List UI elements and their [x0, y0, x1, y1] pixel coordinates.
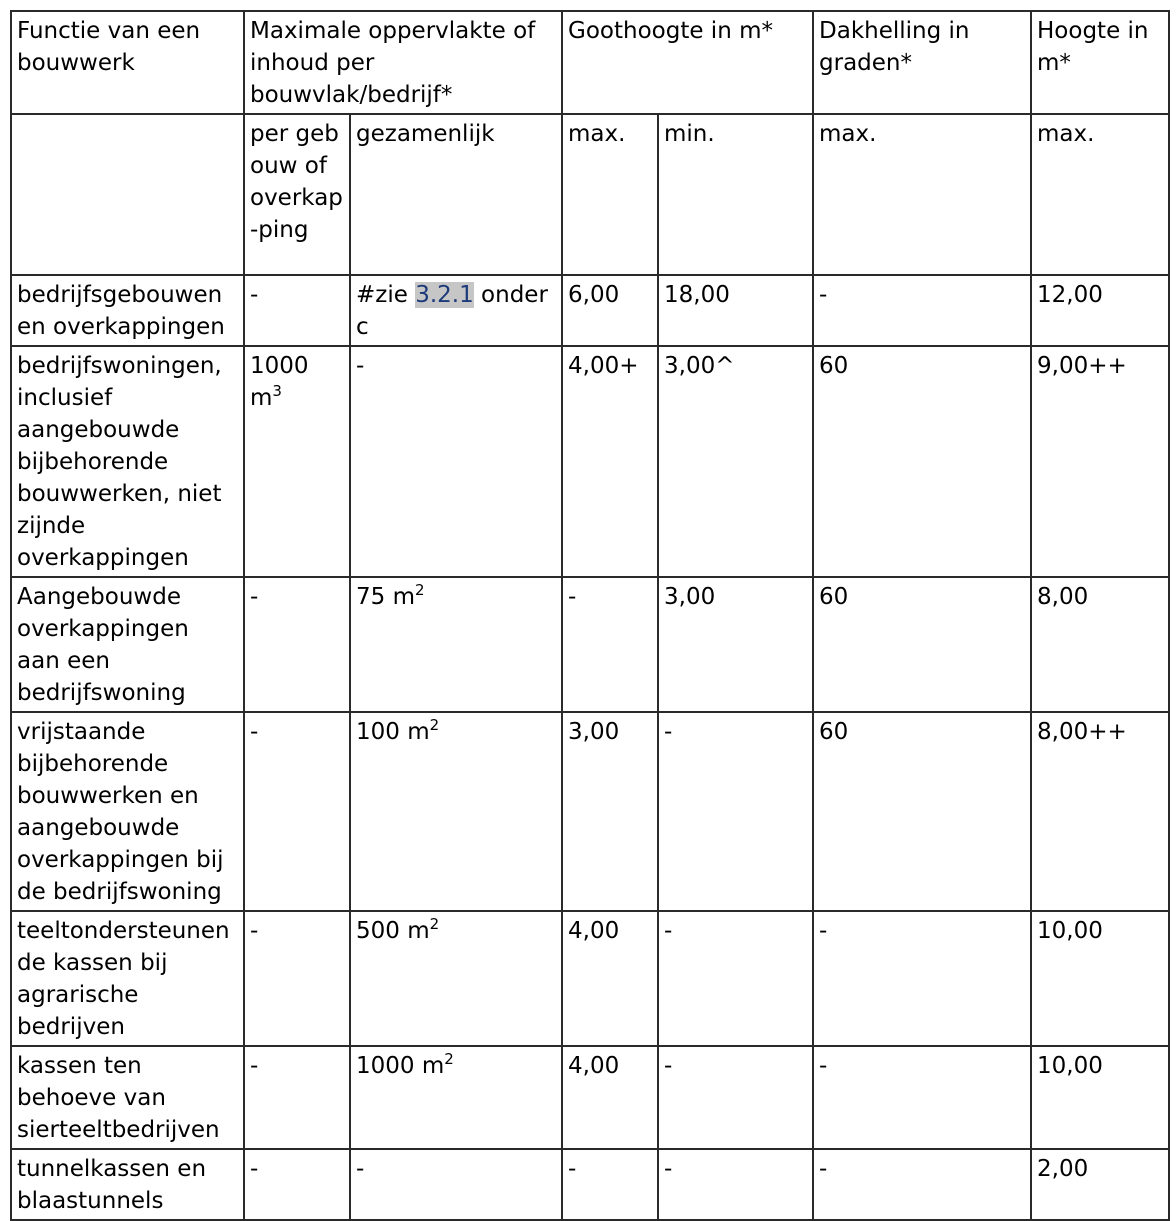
- cell-unit-exponent: 2: [444, 1050, 454, 1068]
- subheader-per-gebouw: per gebouw of overkap-ping: [244, 114, 350, 275]
- cell-dak-max: -: [813, 911, 1031, 1046]
- header-maximale-oppervlakte: Maximale oppervlakte of inhoud per bouwvlak/bedrijf*: [244, 11, 562, 114]
- cell-hoogte-max: 2,00: [1031, 1149, 1169, 1220]
- table-row: [11, 911, 1169, 1046]
- header-row: [11, 11, 1169, 114]
- cell-value: 1000 m: [250, 353, 309, 411]
- cell-unit-exponent: 2: [429, 915, 440, 933]
- cell-hoogte-max: 9,00++: [1031, 346, 1169, 577]
- table-row: [11, 275, 1169, 346]
- cell-goot-min: -: [658, 712, 813, 911]
- cell-hoogte-max: 8,00++: [1031, 712, 1169, 911]
- cell-goot-max: -: [562, 577, 658, 712]
- cell-goot-min: -: [658, 1149, 813, 1220]
- subheader-goot-min: min.: [658, 114, 813, 275]
- article-reference-link[interactable]: 3.2.1: [415, 282, 474, 308]
- subheader-goot-max: max.: [562, 114, 658, 275]
- cell-functie: vrijstaande bijbehorende bouwwerken en aangebouwde overkappingen bij de bedrijfswoning: [11, 712, 244, 911]
- cell-goot-min: -: [658, 1046, 813, 1149]
- page: [10, 10, 1170, 1221]
- cell-gezamenlijk: [350, 577, 562, 712]
- subheader-empty: [11, 114, 244, 275]
- cell-gezamenlijk: [350, 275, 562, 346]
- cell-goot-min: 3,00: [658, 577, 813, 712]
- subheader-hoogte-max: max.: [1031, 114, 1169, 275]
- cell-unit-exponent: 3: [272, 382, 282, 400]
- cell-per-gebouw: -: [244, 275, 350, 346]
- cell-per-gebouw: -: [244, 1046, 350, 1149]
- cell-functie: bedrijfswoningen, inclusief aangebouwde bijbehorende bouwwerken, niet zijnde overkappingen: [11, 346, 244, 577]
- cell-dak-max: -: [813, 1149, 1031, 1220]
- cell-functie: teeltondersteunende kassen bij agrarische bedrijven: [11, 911, 244, 1046]
- cell-per-gebouw: [244, 346, 350, 577]
- cell-goot-min: -: [658, 911, 813, 1046]
- cell-unit-exponent: 2: [414, 581, 425, 599]
- cell-functie: bedrijfsgebouwen en overkappingen: [11, 275, 244, 346]
- cell-per-gebouw: -: [244, 712, 350, 911]
- cell-value: 75 m: [356, 584, 415, 610]
- cell-goot-max: 6,00: [562, 275, 658, 346]
- cell-gezamenlijk: [350, 1046, 562, 1149]
- cell-value: 100 m: [356, 719, 430, 745]
- cell-gezamenlijk-prefix: #zie: [356, 282, 416, 308]
- cell-goot-max: 4,00: [562, 1046, 658, 1149]
- cell-gezamenlijk: [350, 911, 562, 1046]
- cell-goot-max: 4,00: [562, 911, 658, 1046]
- subheader-row: [11, 114, 1169, 275]
- table-row: [11, 712, 1169, 911]
- bouwregels-table: [10, 10, 1170, 1221]
- cell-goot-max: -: [562, 1149, 658, 1220]
- cell-gezamenlijk: [350, 712, 562, 911]
- cell-hoogte-max: 10,00: [1031, 911, 1169, 1046]
- subheader-gezamenlijk: gezamenlijk: [350, 114, 562, 275]
- table-row: [11, 1149, 1169, 1220]
- cell-hoogte-max: 10,00: [1031, 1046, 1169, 1149]
- cell-value: 1000 m: [356, 1053, 445, 1079]
- cell-functie: kassen ten behoeve van sierteeltbedrijven: [11, 1046, 244, 1149]
- subheader-dak-max: max.: [813, 114, 1031, 275]
- table-row: [11, 346, 1169, 577]
- cell-dak-max: 60: [813, 712, 1031, 911]
- cell-per-gebouw: -: [244, 911, 350, 1046]
- cell-per-gebouw: -: [244, 1149, 350, 1220]
- cell-unit-exponent: 2: [429, 716, 440, 734]
- cell-dak-max: -: [813, 1046, 1031, 1149]
- cell-goot-min: 3,00^: [658, 346, 813, 577]
- table-row: [11, 577, 1169, 712]
- cell-dak-max: 60: [813, 346, 1031, 577]
- header-hoogte: Hoogte in m*: [1031, 11, 1169, 114]
- cell-goot-max: 4,00+: [562, 346, 658, 577]
- cell-functie: tunnelkassen en blaastunnels: [11, 1149, 244, 1220]
- cell-functie: Aangebouwde overkappingen aan een bedrijfswoning: [11, 577, 244, 712]
- cell-gezamenlijk: -: [350, 1149, 562, 1220]
- cell-per-gebouw: -: [244, 577, 350, 712]
- cell-value: 500 m: [356, 918, 430, 944]
- table-row: [11, 1046, 1169, 1149]
- cell-goot-min: 18,00: [658, 275, 813, 346]
- cell-dak-max: -: [813, 275, 1031, 346]
- cell-gezamenlijk: -: [350, 346, 562, 577]
- cell-hoogte-max: 12,00: [1031, 275, 1169, 346]
- cell-hoogte-max: 8,00: [1031, 577, 1169, 712]
- header-dakhelling: Dakhelling in graden*: [813, 11, 1031, 114]
- cell-goot-max: 3,00: [562, 712, 658, 911]
- cell-gezamenlijk-suffix: onder c: [356, 282, 548, 340]
- cell-dak-max: 60: [813, 577, 1031, 712]
- header-functie: Functie van een bouwwerk: [11, 11, 244, 114]
- header-goothoogte: Goothoogte in m*: [562, 11, 813, 114]
